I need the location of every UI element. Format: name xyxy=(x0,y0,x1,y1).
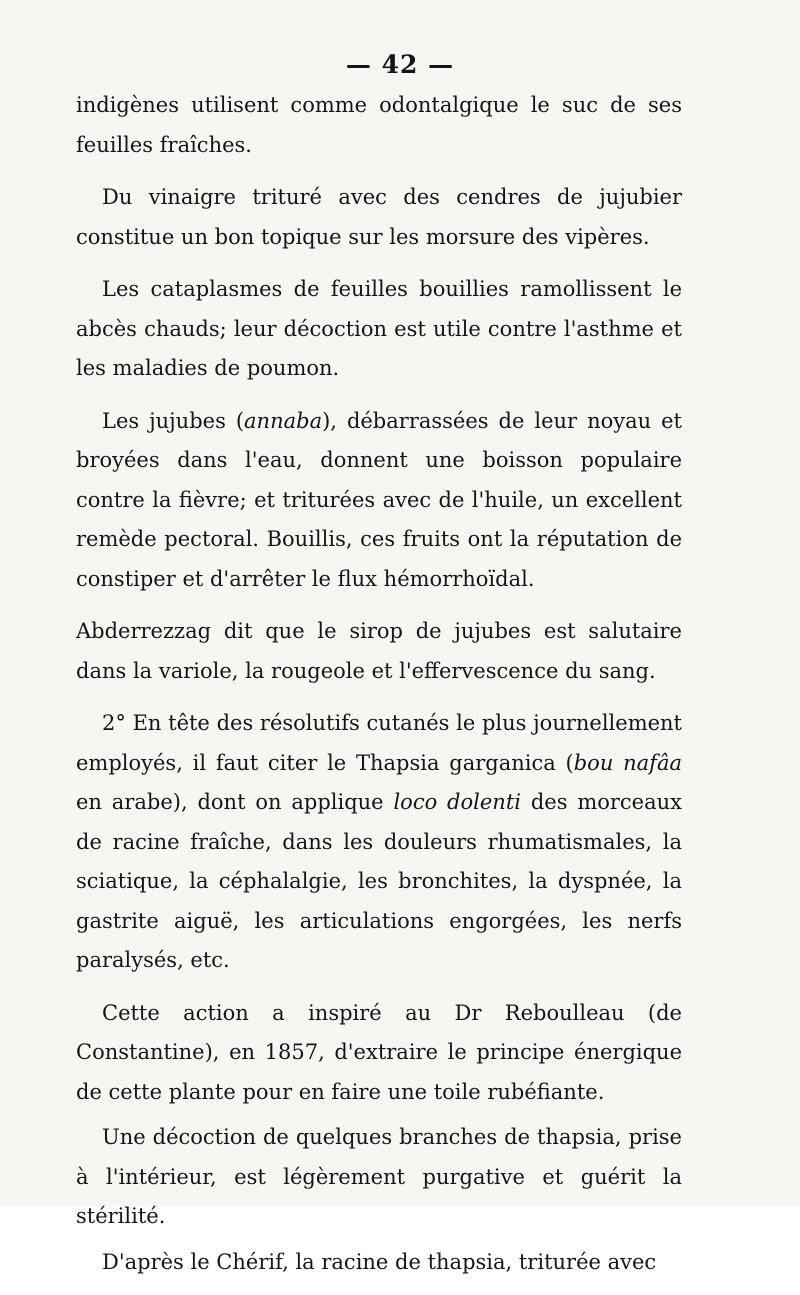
paragraph-4-italic: annaba xyxy=(244,408,323,433)
page-number: — 42 — xyxy=(345,50,455,79)
paragraph-6-italic-arabic-name: bou nafâa xyxy=(573,750,682,775)
paragraph-9: D'après le Chérif, la racine de thapsia, triturée avec xyxy=(102,1249,657,1274)
paragraph-8: Une décoction de quelques branches de thapsia, prise à l'intérieur, est légèrement purgative et guérit la stérilité. xyxy=(76,1125,682,1228)
paragraph-7: Cette action a inspiré au Dr Reboulleau (de Constantine), en 1857, d'extraire le principe énergique de cette plante pour en faire une toile rubéfiante. xyxy=(76,1000,682,1104)
paragraph-1: indigènes utilisent comme odontalgique le suc de ses feuilles fraîches. xyxy=(76,93,682,157)
paragraph-5: Abderrezzag dit que le sirop de jujubes est salutaire dans la variole, la rougeole et l'effervescence du sang. xyxy=(76,619,682,683)
paragraph-4-text-a: Les jujubes ( xyxy=(102,408,245,433)
paragraph-6 xyxy=(76,704,682,981)
paragraph-6-italic-latin: loco dolenti xyxy=(393,790,521,814)
paragraph-6-text-c: des morceaux de racine fraîche, dans les douleurs rhumatismales, la sciatique, la céphalalgie, les bronchites, la dyspnée, la gastrite aiguë, les articulations engorgées, les nerfs paralysés, etc. xyxy=(76,790,682,972)
page-body-text xyxy=(76,86,682,1295)
paragraph-6-text-a: 2° En tête des résolutifs cutanés le plus journellement employés, il faut citer le Thapsia garganica ( xyxy=(76,711,682,775)
paragraph-4 xyxy=(76,402,682,600)
paragraph-3: Les cataplasmes de feuilles bouillies ramollissent le abcès chauds; leur décoction est utile contre l'asthme et les maladies de poumon. xyxy=(76,277,682,380)
paragraph-4-text-b: ), débarrassées de leur noyau et broyées dans l'eau, donnent une boisson populaire contre la fièvre; et triturées avec de l'huile, un excellent remède pectoral. Bouillis, ces fruits ont la réputation de constiper et d'arrêter le flux hémorrhoïdal. xyxy=(76,408,682,591)
paragraph-6-text-b: en arabe), dont on applique xyxy=(76,790,394,814)
paragraph-2: Du vinaigre trituré avec des cendres de jujubier constitue un bon topique sur les morsure des vipères. xyxy=(76,185,682,249)
